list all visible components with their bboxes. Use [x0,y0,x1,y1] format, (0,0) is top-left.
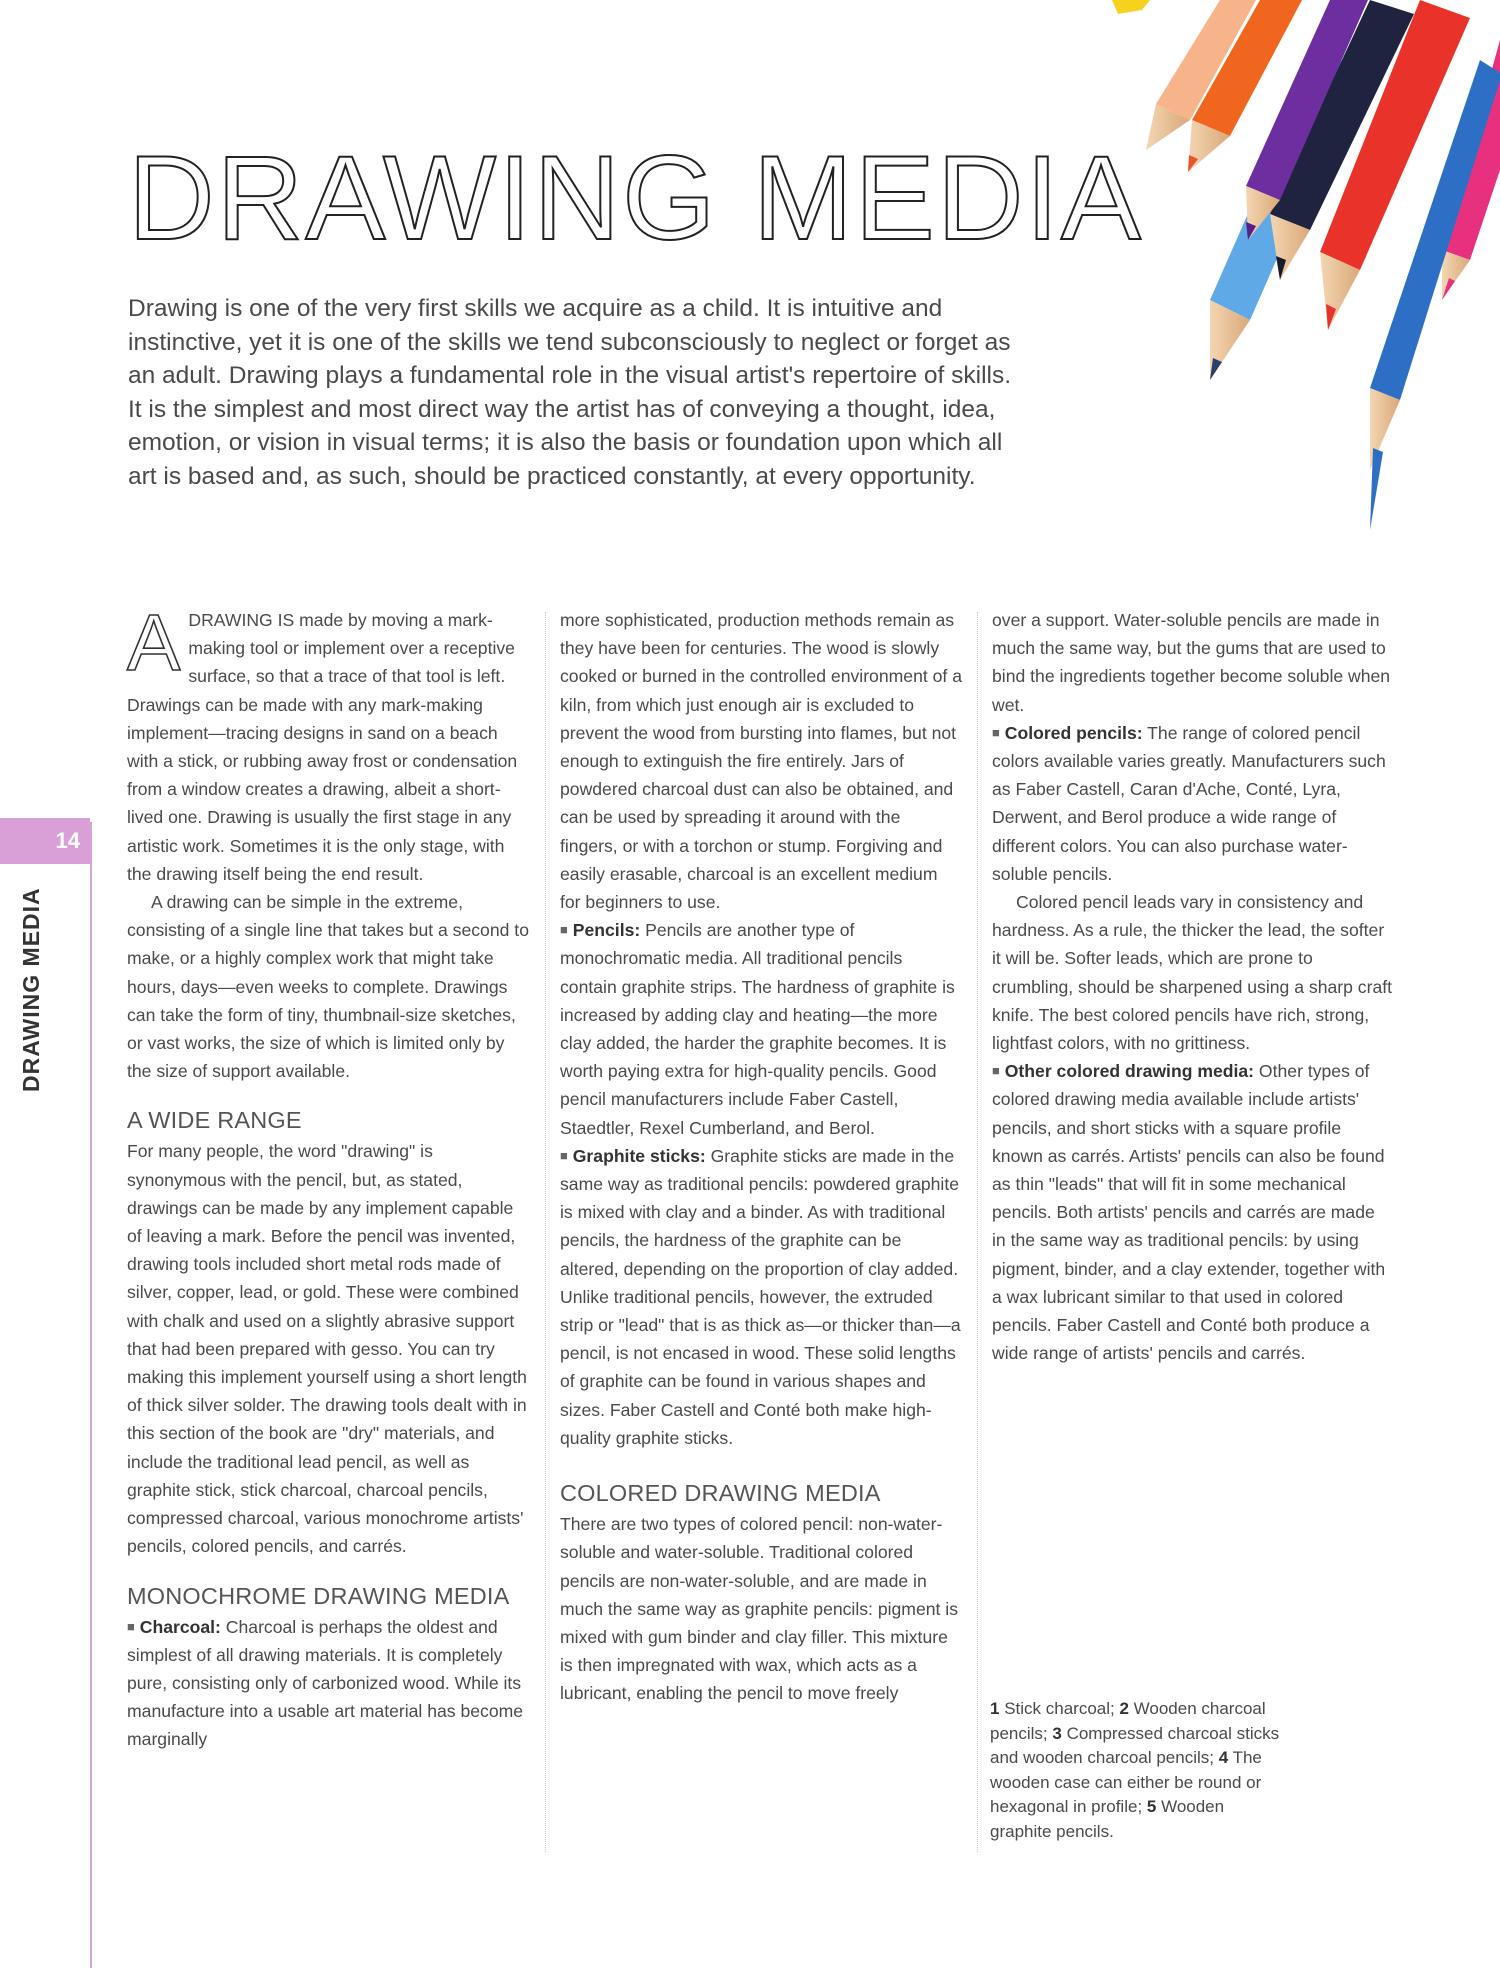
caption-number: 3 [1052,1723,1062,1743]
caption-number: 1 [990,1699,1000,1718]
page-title: DRAWING MEDIA [128,131,1143,265]
text-column-1 [127,598,529,1754]
bullet-icon: ■ [992,724,1000,740]
caption-number: 4 [1218,1748,1229,1767]
bullet-icon: ■ [992,1063,1000,1079]
paragraph: more sophisticated, production methods remain as they have been for centuries. The wood is slowly cooked or burned in the controlled environment of a kiln, from which just enough air is excluded to prevent the wood from bursting into flames, but not enough to extinguish the fire entirely. Jars of powdered charcoal dust can also be obtained, and can be used by spreading it around with the fingers, or with a torchon or stump. Forgiving and easily erasable, charcoal is an excellent medium for beginners to use. [560,610,962,913]
pencils-label: Pencils: [572,920,641,941]
colored-pencils-paragraph [992,719,1392,888]
graphite-text: Graphite sticks are made in the same way as traditional pencils: powdered graphite is mixed with clay and a binder. As with traditional pencils, the hardness of the graphite can be altered, depending on the proportion of clay added. Unlike traditional pencils, however, the extruded strip or "lead" that is as thick as—or thicker than—a pencil, is not encased in wood. These solid lengths of graphite can be found in various shapes and sizes. Faber Castell and Conté both make high-quality graphite sticks. [560,1145,961,1448]
text-column-3 [992,606,1392,1367]
paragraph: For many people, the word "drawing" is synonymous with the pencil, but, as stated, drawings can be made by any implement capable of leaving a mark. Before the pencil was invented, drawing tools included short metal rods made of silver, copper, lead, or gold. These were combined with chalk and used on a slightly abrasive support that had been prepared with gesso. You can try making this implement yourself using a short length of thick silver solder. The drawing tools dealt with in this section of the book are "dry" materials, and include the traditional lead pencil, as well as graphite stick, stick charcoal, charcoal pencils, compressed charcoal, various monochrome artists' pencils, colored pencils, and carrés. [127,1141,527,1557]
charcoal-paragraph [127,1613,529,1754]
paragraph: Colored pencil leads vary in consistency and hardness. As a rule, the thicker the lead, the softer it will be. Softer leads, which are prone to crumbling, should be sharpened using a sharp craft knife. The best colored pencils have rich, strong, lightfast colors, with no grittiness. [992,892,1393,1054]
heading-monochrome: MONOCHROME DRAWING MEDIA [127,1582,510,1609]
bullet-icon: ■ [560,1147,568,1163]
colored-pencils-label: Colored pencils: [1004,722,1143,743]
paragraph: over a support. Water-soluble pencils are made in much the same way, but the gums that are used to bind the ingredients together become soluble when wet. [992,610,1391,715]
bullet-icon: ■ [127,1618,135,1634]
caption-text: Stick charcoal; [999,1699,1120,1718]
figure-caption [990,1697,1280,1844]
text-column-2 [560,606,962,1708]
graphite-paragraph [560,1142,962,1452]
heading-colored-media: COLORED DRAWING MEDIA [560,1480,881,1507]
column-divider [545,612,546,1852]
intro-paragraph: Drawing is one of the very first skills we acquire as a child. It is intuitive and instinctive, yet it is one of the skills we tend subconsciously to neglect or forget as an adult. Drawing plays a fundamental role in the visual artist's repertoire of skills. It is the simplest and most direct way the artist has of conveying a thought, idea, emotion, or vision in visual terms; it is also the basis or foundation upon which all art is based and, as such, should be practiced constantly, at every opportunity. [128,295,1012,490]
colored-pencils-text: The range of colored pencil colors available varies greatly. Manufacturers such as Faber Castell, Caran d'Ache, Conté, Lyra, Derwent, and Berol produce a wide range of different colors. You can also purchase water-soluble pencils. [992,722,1386,884]
drop-cap: A [127,598,181,687]
charcoal-text: Charcoal is perhaps the oldest and simplest of all drawing materials. It is completely pure, consisting only of carbonized wood. While its manufacture into a usable art material has become marginally [127,1616,524,1750]
charcoal-label: Charcoal: [139,1616,221,1637]
other-media-text: Other types of colored drawing media available include artists' pencils, and short sticks with a square profile known as carrés. Artists' pencils can also be found as thin "leads" that will fit in some mechanical pencils. Both artists' pencils and carrés are made in the same way as traditional pencils: by using pigment, binder, and a clay extender, together with a wax lubricant similar to that used in colored pencils. Faber Castell and Conté both produce a wide range of artists' pencils and carrés. [992,1061,1386,1364]
graphite-label: Graphite sticks: [572,1145,706,1166]
bullet-icon: ■ [560,922,568,938]
pencils-text: Pencils are another type of monochromatic media. All traditional pencils contain graphite strips. The hardness of graphite is increased by adding clay and heating—the more clay added, the harder the graphite becomes. It is worth paying extra for high-quality pencils. Good pencil manufacturers include Faber Castell, Staedtler, Rexel Cumberland, and Berol. [560,920,955,1138]
yellow-pencil [1112,0,1150,14]
column-divider [977,612,978,1852]
caption-text: Wooden charcoal pencils; [990,1699,1266,1743]
opening-paragraph [127,598,529,888]
paragraph: A drawing can be simple in the extreme, consisting of a single line that takes but a second to make, or a highly complex work that might take hours, days—even weeks to complete. Drawings can take the form of tiny, thumbnail-size sketches, or vast works, the size of which is limited only by the size of support available. [127,892,529,1082]
caption-text: Compressed charcoal sticks and wooden charcoal pencils; [990,1723,1280,1767]
section-side-label: DRAWING MEDIA [18,887,44,1092]
caption-number: 2 [1119,1699,1129,1718]
pencils-paragraph [560,916,962,1142]
opening-text: DRAWING IS made by moving a mark-making tool or implement over a receptive surface, so that a trace of that tool is left. Drawings can be made with any mark-making implement—tracing designs in sand on a beach with a stick, or rubbing away frost or condensation from a window creates a drawing, albeit a short-lived one. Drawing is usually the first stage in any artistic work. Sometimes it is the only stage, with the drawing itself being the end result. [127,610,518,884]
caption-text: The wooden case can either be round or hexagonal in profile; [990,1748,1262,1816]
other-media-label: Other colored drawing media: [1004,1061,1255,1082]
colored-pencils-illustration [1070,0,1500,560]
page-number: 14 [55,828,80,853]
caption-number: 5 [1146,1797,1157,1816]
other-media-paragraph [992,1057,1392,1367]
paragraph: There are two types of colored pencil: non-water-soluble and water-soluble. Traditional colored pencils are non-water-soluble, and are made in much the same way as graphite pencils: pigment is mixed with gum binder and clay filler. This mixture is then impregnated with wax, which acts as a lubricant, enabling the pencil to move freely [560,1514,959,1704]
heading-wide-range: A WIDE RANGE [127,1107,302,1134]
caption-text: Wooden graphite pencils. [990,1797,1225,1841]
